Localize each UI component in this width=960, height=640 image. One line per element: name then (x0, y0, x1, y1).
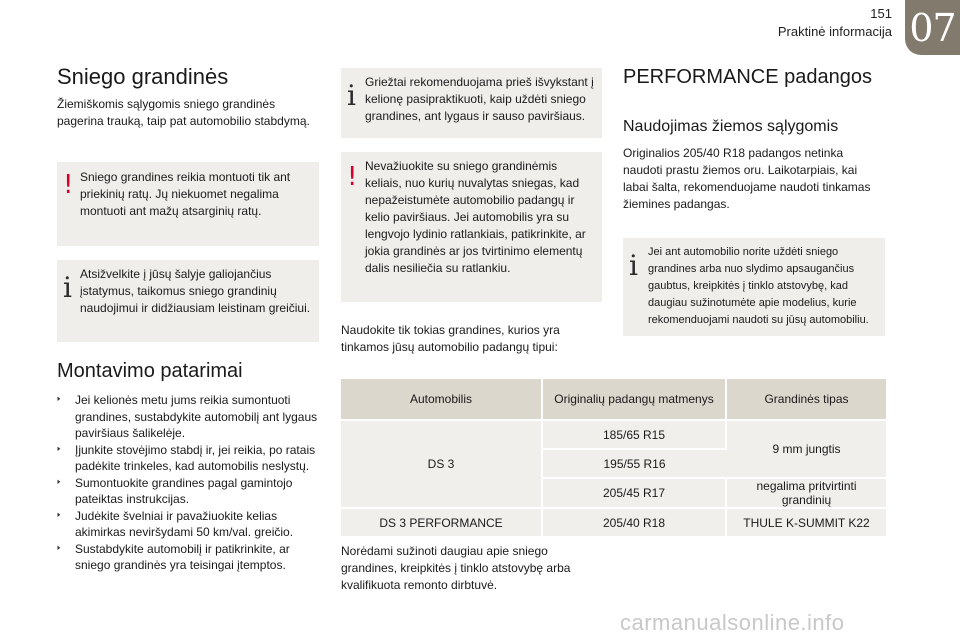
table-header-row (341, 379, 886, 420)
info-text: Jei ant automobilio norite uždėti sniego grandines arba nuo slydimo apsaugančius gaubtus, kreipkitės į tinklo atstovybę, kad daugiau sužinotumėte apie modelius, kurie rekomenduojami naudoti su jūsų automobiliu. (648, 246, 869, 326)
arrow-bullet-icon: 🢒 (57, 542, 61, 554)
info-i-icon: i (63, 271, 72, 304)
performance-paragraph: Originalios 205/40 R18 padangos netinka naudoti prastu žiemos oru. Laikotarpiais, kai labai šalta, rekomenduojame naudoti tinkamas žiemines padangas. (623, 146, 871, 211)
list-item (57, 475, 322, 508)
warning-text: Nevažiuokite su sniego grandinėmis keliais, nuo kurių nuvalytas sniegas, kad nepažeistumėte automobilio padangų ir kelio paviršiaus. Jei automobilis yra su lengvojo lydinio ratlankiais, patikrinkite, ar jokia grandinės ar jos tvirtinimo elementų dalis nesiliečia su ratlankiu. (365, 159, 586, 275)
use-only-text: Naudokite tik tokias grandines, kurios yra tinkamos jūsų automobilio padangų tipui: (341, 323, 560, 354)
chapter-tab: 07 (905, 0, 960, 55)
column-header-vehicle: Automobilis (341, 379, 542, 420)
warning-text: Sniego grandines reikia montuoti tik ant priekinių ratų. Jų niekuomet negalima montuoti ant mažų atsarginių ratų. (80, 170, 291, 218)
list-item (57, 508, 322, 541)
exclamation-icon: ! (63, 170, 74, 200)
info-box-practice (341, 68, 602, 138)
winter-use-subtitle: Naudojimas žiemos sąlygomis (623, 118, 839, 135)
tip-text: Sustabdykite automobilį ir patikrinkite, ar sniego grandinės yra teisingai įtemptos. (75, 541, 290, 572)
warning-box-cleared-roads (341, 152, 602, 302)
table-row (341, 508, 886, 536)
tip-text: Įjunkite stovėjimo stabdį ir, jei reikia, po ratais padėkite trinkeles, kad automobilis neslystų. (75, 442, 316, 473)
info-i-icon: i (347, 79, 356, 112)
column-header-chain-type: Grandinės tipas (726, 379, 886, 420)
arrow-bullet-icon: 🢒 (57, 509, 61, 521)
info-text: Griežtai rekomenduojama prieš išvykstant į kelionę pasipraktikuoti, kaip uždėti sniego grandines, ant lygaus ir sauso paviršiaus. (365, 75, 594, 123)
vehicle-cell: DS 3 PERFORMANCE (341, 508, 542, 536)
tyre-size-cell: 185/65 R15 (542, 420, 726, 449)
chain-type-cell: THULE K-SUMMIT K22 (726, 508, 886, 536)
mounting-tips-title: Montavimo patarimai (57, 360, 243, 382)
chain-type-cell: negalima pritvirtinti grandinių (726, 478, 886, 508)
chain-type-cell: 9 mm jungtis (726, 420, 886, 478)
tyre-size-cell: 205/45 R17 (542, 478, 726, 508)
watermark: carmanualsonline.info (620, 610, 845, 635)
performance-tyres-title: PERFORMANCE padangos (623, 66, 872, 88)
list-item (57, 392, 322, 442)
list-item (57, 442, 322, 475)
footer-text: Norėdami sužinoti daugiau apie sniego grandines, kreipkitės į tinklo atstovybę arba kvalifikuota remonto dirbtuvė. (341, 544, 571, 592)
arrow-bullet-icon: 🢒 (57, 443, 61, 455)
section-title: Praktinė informacija (777, 24, 892, 39)
tip-text: Judėkite švelniai ir pavažiuokite kelias akimirkas neviršydami 50 km/val. greičio. (75, 508, 294, 539)
snow-chains-intro: Žiemiškomis sąlygomis sniego grandinės pagerina trauką, taip pat automobilio stabdymą. (57, 97, 310, 128)
exclamation-icon: ! (347, 162, 358, 192)
tyre-size-cell: 205/40 R18 (542, 508, 726, 536)
snow-chains-table (341, 379, 886, 536)
arrow-bullet-icon: 🢒 (57, 394, 61, 405)
info-box-regulations (57, 260, 319, 342)
info-text: Atsižvelkite į jūsų šalyje galiojančius įstatymus, taikomus sniego grandinių naudojimui ir didžiausiam leistinam greičiui. (80, 267, 311, 315)
warning-box-front-wheels (57, 162, 319, 246)
arrow-bullet-icon: 🢒 (57, 476, 61, 488)
tip-text: Sumontuokite grandines pagal gamintojo pateiktas instrukcijas. (75, 475, 293, 506)
list-item (57, 541, 322, 574)
page-number: 151 (870, 6, 892, 21)
info-i-icon: i (629, 249, 638, 282)
tyre-size-cell: 195/55 R16 (542, 449, 726, 478)
table-row (341, 420, 886, 449)
tip-text: Jei kelionės metu jums reikia sumontuoti grandines, sustabdykite automobilį ant lygaus paviršiaus šalikelėje. (75, 393, 318, 440)
info-box-chains-covers (623, 238, 885, 336)
vehicle-cell: DS 3 (341, 420, 542, 508)
snow-chains-title: Sniego grandinės (57, 64, 229, 89)
column-header-tyre-size: Originalių padangų matmenys (542, 379, 726, 420)
mounting-tips-list (57, 392, 322, 574)
